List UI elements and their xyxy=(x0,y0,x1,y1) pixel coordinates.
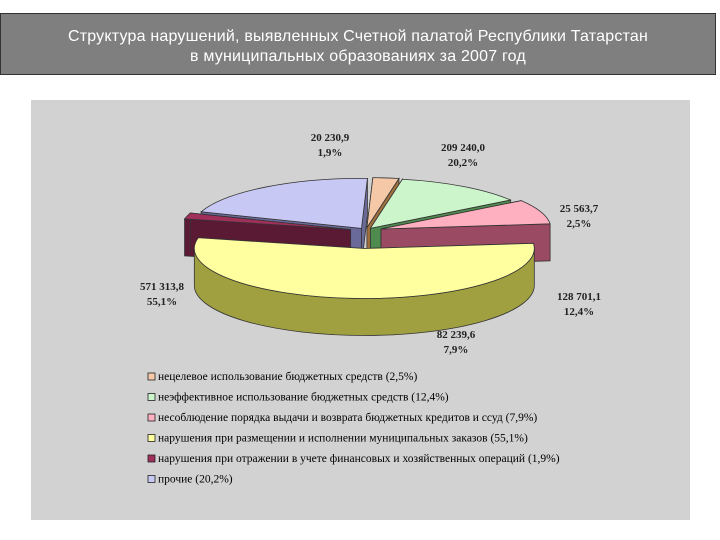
legend-swatch-procurement xyxy=(148,435,155,442)
legend-label-procurement: нарушения при размещении и исполнении муниципальных заказов (55,1%) xyxy=(158,432,528,445)
legend-swatch-inefficient xyxy=(148,394,155,401)
legend-label-accounting: нарушения при отражении в учете финансовых и хозяйственных операций (1,9%) xyxy=(158,453,560,465)
data-label-other xyxy=(441,142,486,169)
legend-item-procurement xyxy=(148,433,528,445)
legend xyxy=(148,371,560,486)
data-label-value-nonpurpose: 25 563,7 xyxy=(559,203,599,215)
legend-swatch-nonpurpose xyxy=(148,373,155,380)
legend-item-nonpurpose xyxy=(148,371,417,383)
title-bar xyxy=(0,13,716,75)
data-label-value-accounting: 20 230,9 xyxy=(310,132,350,144)
legend-label-inefficient: неэффективное использование бюджетных средств (12,4%) xyxy=(158,391,449,404)
data-label-percent-accounting: 1,9% xyxy=(317,147,343,159)
data-label-value-loans: 82 239,6 xyxy=(436,329,476,341)
legend-item-loans xyxy=(148,412,537,424)
legend-item-inefficient xyxy=(148,392,449,404)
legend-label-loans: несоблюдение порядка выдачи и возврата бюджетных кредитов и ссуд (7,9%) xyxy=(158,412,538,424)
legend-swatch-accounting xyxy=(148,455,155,462)
legend-swatch-loans xyxy=(148,414,155,421)
chart-title-line2: в муниципальных образованиях за 2007 год xyxy=(190,48,526,65)
data-label-percent-inefficient: 12,4% xyxy=(563,306,595,318)
data-label-value-inefficient: 128 701,1 xyxy=(557,291,601,303)
data-label-percent-procurement: 55,1% xyxy=(146,296,178,308)
data-label-procurement xyxy=(140,281,185,308)
chart-plot-area xyxy=(31,100,690,520)
pie-slice-procurement xyxy=(194,238,534,336)
chart-title-line1: Структура нарушений, выявленных Счетной палатой Республики Татарстан xyxy=(67,28,649,45)
legend-item-other xyxy=(148,474,233,486)
data-label-value-other: 209 240,0 xyxy=(441,142,485,154)
legend-label-other: прочие (20,2%) xyxy=(158,473,233,486)
data-label-percent-loans: 7,9% xyxy=(443,344,469,356)
data-label-nonpurpose xyxy=(560,203,599,230)
data-label-percent-nonpurpose: 2,5% xyxy=(566,218,592,230)
pie-chart xyxy=(31,100,690,520)
legend-label-nonpurpose: нецелевое использование бюджетных средств (2,5%) xyxy=(158,371,418,383)
chart-title xyxy=(11,27,705,67)
data-label-accounting xyxy=(311,132,350,159)
legend-item-accounting xyxy=(148,453,560,465)
data-label-loans xyxy=(437,329,476,356)
legend-swatch-other xyxy=(148,476,155,483)
data-label-inefficient xyxy=(557,291,601,318)
data-label-percent-other: 20,2% xyxy=(447,157,479,169)
data-label-value-procurement: 571 313,8 xyxy=(140,281,184,293)
